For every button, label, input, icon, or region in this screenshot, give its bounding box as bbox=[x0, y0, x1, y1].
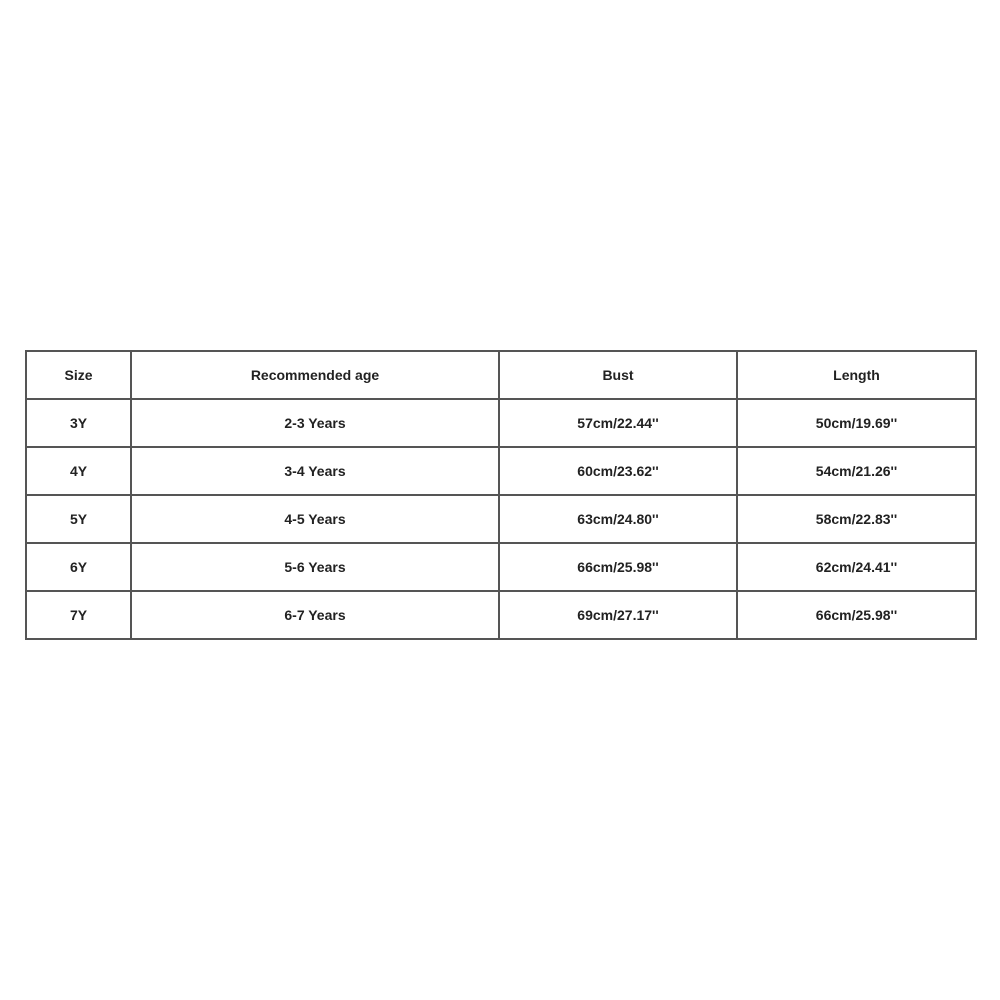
cell-recommended-age: 5-6 Years bbox=[131, 543, 499, 591]
cell-bust: 63cm/24.80'' bbox=[499, 495, 737, 543]
table-row bbox=[26, 591, 976, 639]
cell-length: 54cm/21.26'' bbox=[737, 447, 976, 495]
cell-bust: 69cm/27.17'' bbox=[499, 591, 737, 639]
cell-recommended-age: 2-3 Years bbox=[131, 399, 499, 447]
header-size: Size bbox=[26, 351, 131, 399]
cell-length: 50cm/19.69'' bbox=[737, 399, 976, 447]
cell-bust: 60cm/23.62'' bbox=[499, 447, 737, 495]
cell-bust: 57cm/22.44'' bbox=[499, 399, 737, 447]
cell-size: 7Y bbox=[26, 591, 131, 639]
cell-recommended-age: 6-7 Years bbox=[131, 591, 499, 639]
table-row bbox=[26, 543, 976, 591]
table-row bbox=[26, 399, 976, 447]
size-chart-table bbox=[25, 350, 977, 640]
cell-length: 62cm/24.41'' bbox=[737, 543, 976, 591]
table-row bbox=[26, 447, 976, 495]
cell-recommended-age: 3-4 Years bbox=[131, 447, 499, 495]
cell-size: 6Y bbox=[26, 543, 131, 591]
header-length: Length bbox=[737, 351, 976, 399]
cell-length: 66cm/25.98'' bbox=[737, 591, 976, 639]
header-bust: Bust bbox=[499, 351, 737, 399]
cell-size: 4Y bbox=[26, 447, 131, 495]
cell-recommended-age: 4-5 Years bbox=[131, 495, 499, 543]
table-header-row bbox=[26, 351, 976, 399]
cell-size: 3Y bbox=[26, 399, 131, 447]
cell-length: 58cm/22.83'' bbox=[737, 495, 976, 543]
header-recommended-age: Recommended age bbox=[131, 351, 499, 399]
cell-bust: 66cm/25.98'' bbox=[499, 543, 737, 591]
cell-size: 5Y bbox=[26, 495, 131, 543]
table-row bbox=[26, 495, 976, 543]
